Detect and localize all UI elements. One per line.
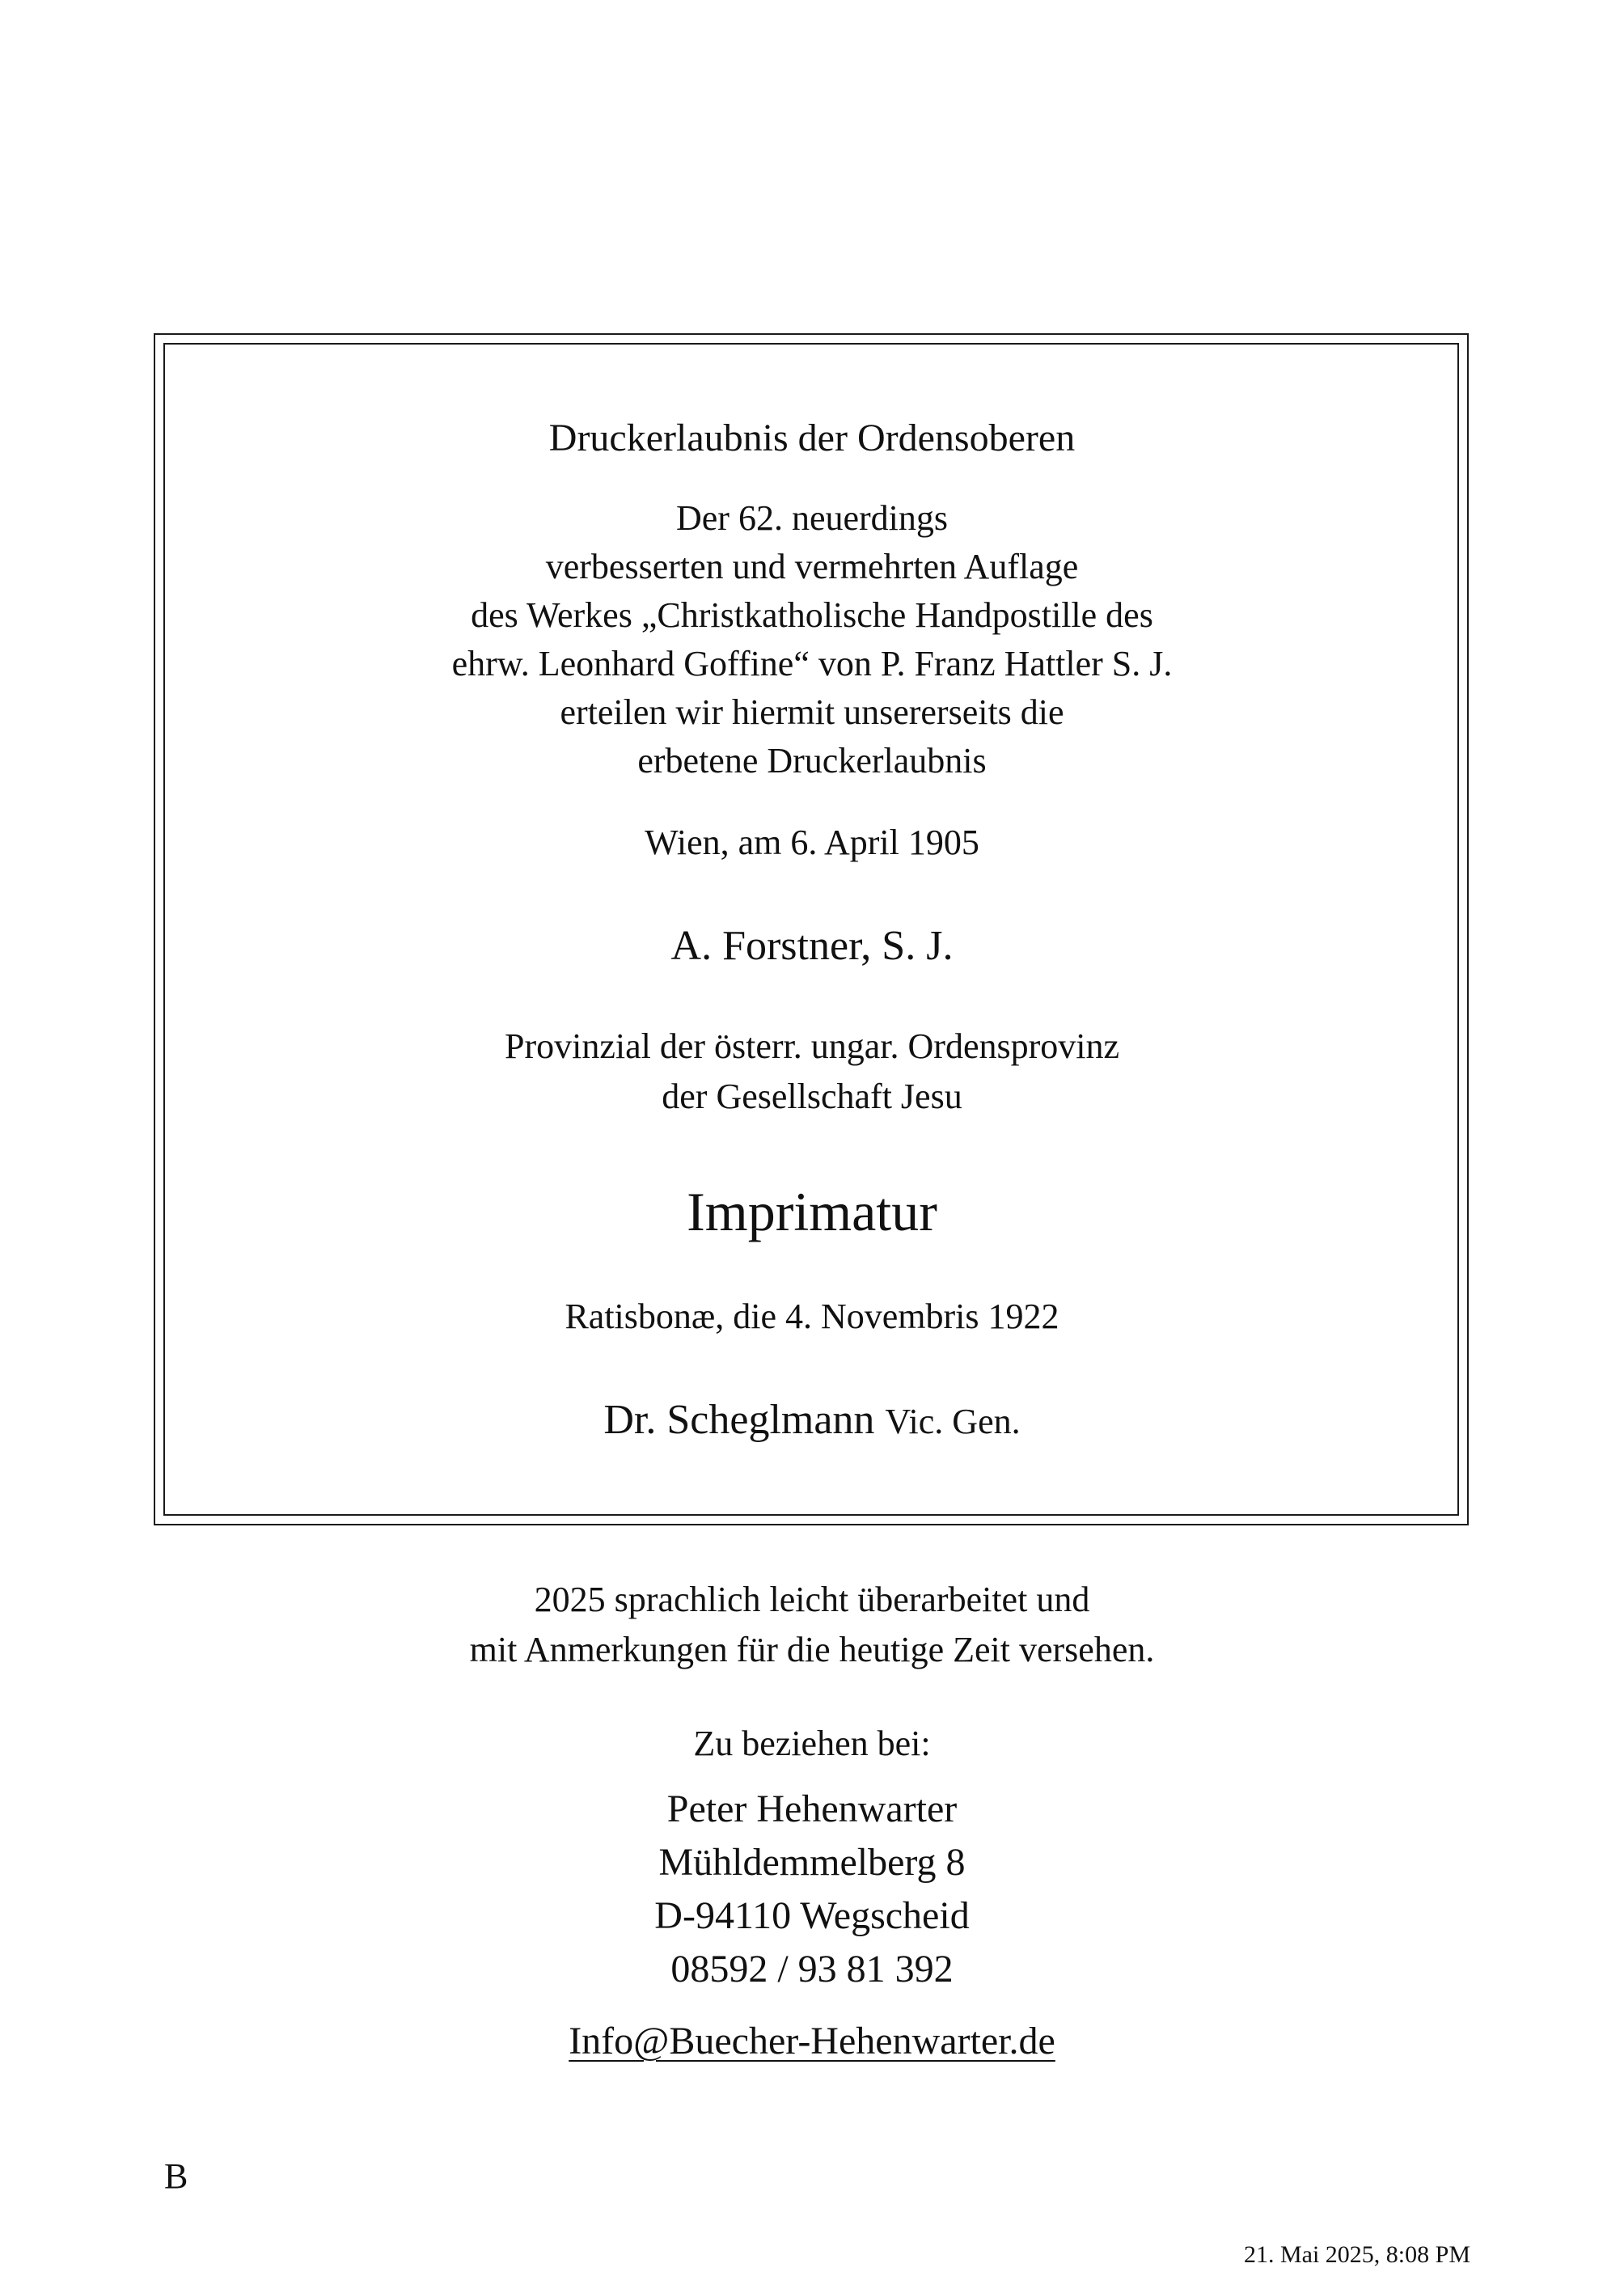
imprimatur-place-date: Ratisbonæ, die 4. Novembris 1922 bbox=[565, 1297, 1059, 1336]
order-address-line: Mühldemmelberg 8 bbox=[658, 1841, 966, 1884]
permission-body-line: ehrw. Leonhard Goffine“ von P. Franz Hattler S. J. bbox=[451, 644, 1173, 683]
order-address-line: 08592 / 93 81 392 bbox=[670, 1948, 954, 1991]
permission-body-line: verbesserten und vermehrten Auflage bbox=[545, 547, 1079, 586]
permission-heading: Druckerlaubnis der Ordensoberen bbox=[548, 417, 1076, 459]
order-email-row bbox=[0, 2022, 1624, 2061]
page-mark: B bbox=[164, 2156, 188, 2196]
imprimatur-signature bbox=[0, 1399, 1624, 1441]
order-address-line: Peter Hehenwarter bbox=[666, 1787, 958, 1830]
permission-body-line: erteilen wir hiermit unsererseits die bbox=[560, 692, 1064, 732]
print-timestamp: 21. Mai 2025, 8:08 PM bbox=[1243, 2241, 1470, 2268]
permission-body-line: Der 62. neuerdings bbox=[675, 498, 948, 538]
imprimatur-signatory-name: Dr. Scheglmann bbox=[603, 1397, 875, 1443]
permission-body-line: erbetene Druckerlaubnis bbox=[637, 741, 987, 781]
permission-role-line: Provinzial der österr. ungar. Ordensprovinz bbox=[504, 1026, 1120, 1066]
order-address-line: D-94110 Wegscheid bbox=[654, 1894, 970, 1937]
imprimatur-signatory-title: Vic. Gen. bbox=[885, 1402, 1021, 1441]
revision-note-line: mit Anmerkungen für die heutige Zeit versehen. bbox=[469, 1630, 1155, 1669]
permission-place-date: Wien, am 6. April 1905 bbox=[645, 823, 979, 862]
order-email-link[interactable]: Info@Buecher-Hehenwarter.de bbox=[569, 2020, 1055, 2062]
revision-note-line: 2025 sprachlich leicht überarbeitet und bbox=[534, 1580, 1090, 1619]
permission-signatory: A. Forstner, S. J. bbox=[670, 923, 954, 969]
order-label: Zu beziehen bei: bbox=[693, 1724, 931, 1763]
imprimatur-title: Imprimatur bbox=[687, 1181, 937, 1242]
permission-role-line: der Gesellschaft Jesu bbox=[662, 1077, 962, 1116]
permission-body-line: des Werkes „Christkatholische Handpostille des bbox=[471, 595, 1153, 635]
